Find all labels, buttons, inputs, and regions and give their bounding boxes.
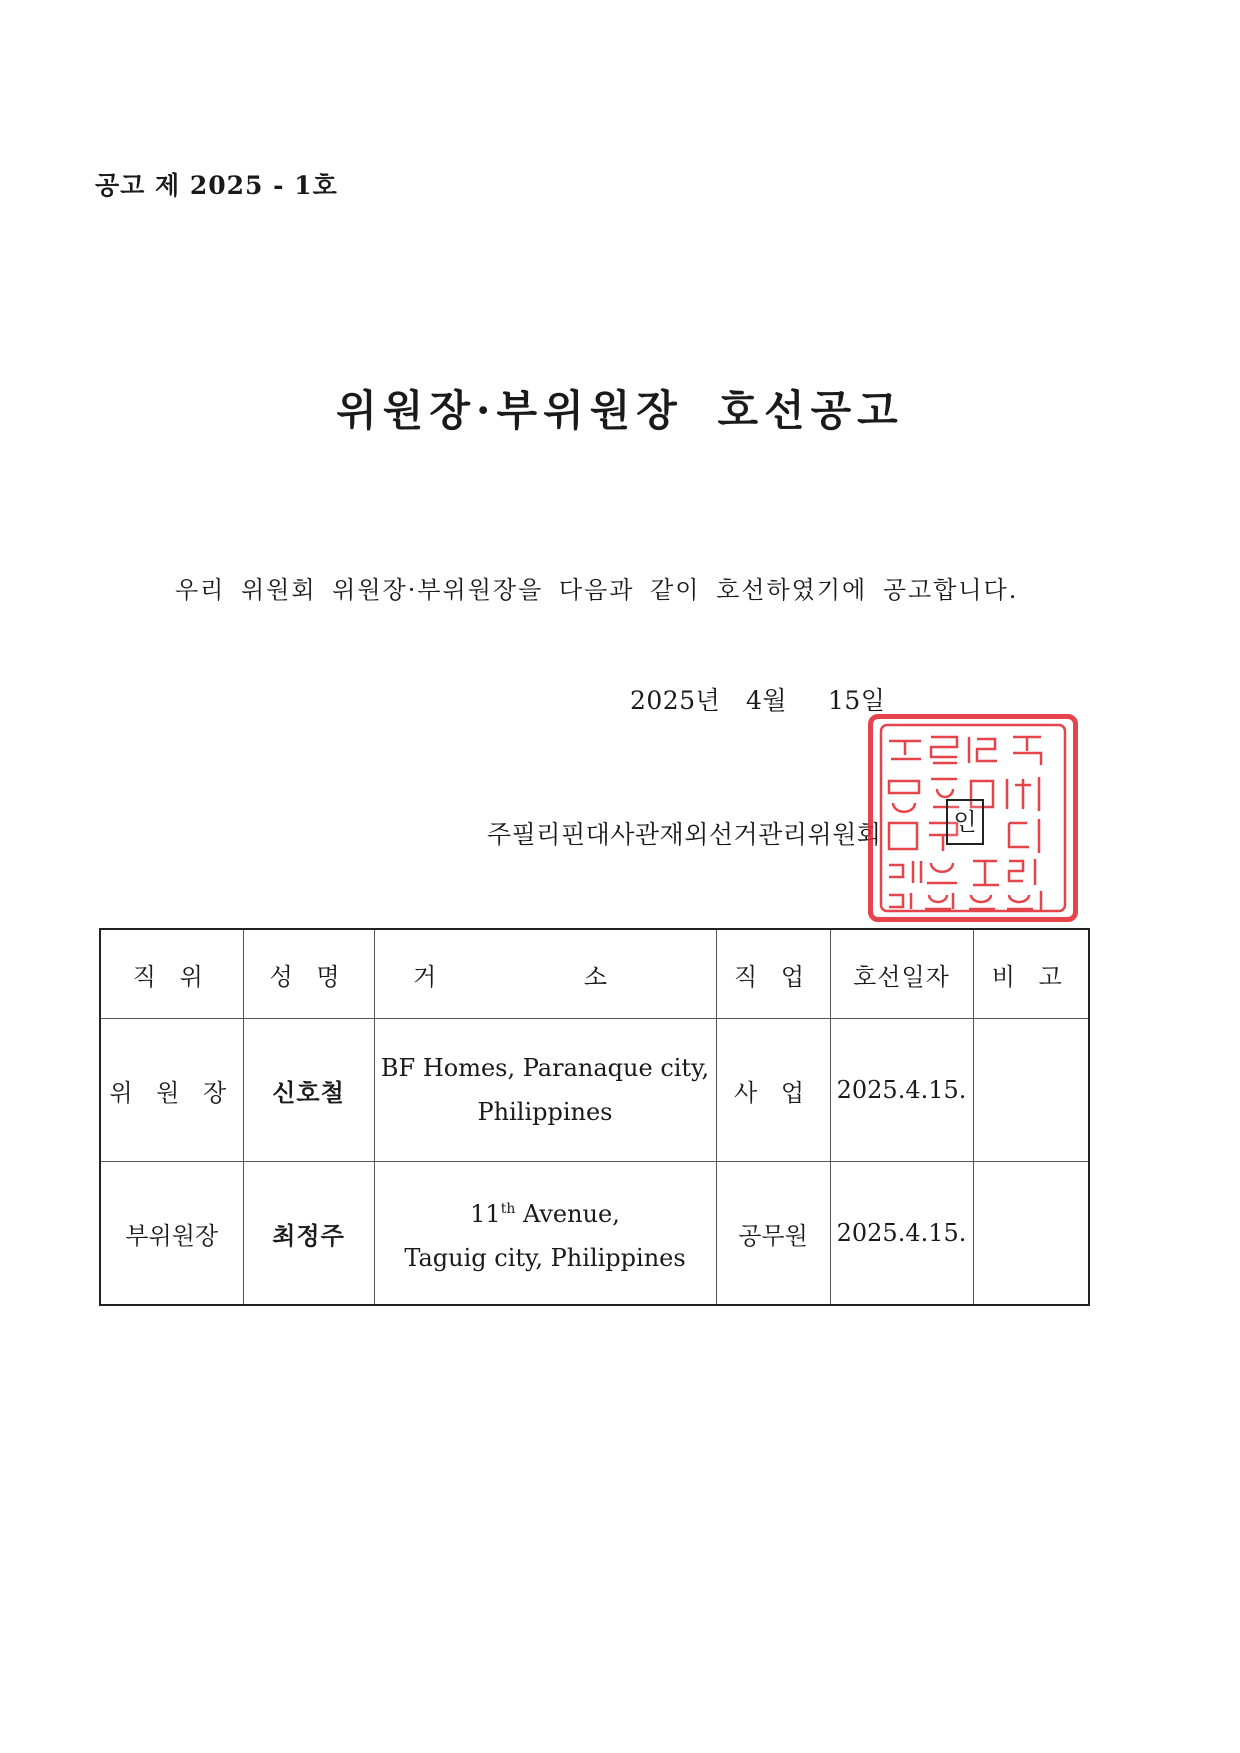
header-address: 거 소 (374, 929, 716, 1019)
row-note (973, 1019, 1089, 1162)
address-street: Avenue, (515, 1199, 620, 1228)
date-year: 2025년 (630, 686, 721, 715)
announcement-date (630, 681, 885, 717)
row-occupation: 공무원 (716, 1162, 830, 1306)
issuer-name: 주필리핀대사관재외선거관리위원회 (487, 820, 882, 849)
table-row (100, 1019, 1089, 1162)
address-ordinal-suffix: th (500, 1200, 516, 1217)
address-line1: BF Homes, Paranaque city, (380, 1054, 710, 1082)
header-election-date: 호선일자 (830, 929, 973, 1019)
row-address (374, 1019, 716, 1162)
row-note (973, 1162, 1089, 1306)
row-date: 2025.4.15. (830, 1019, 973, 1162)
table-row (100, 1162, 1089, 1306)
address-line1 (381, 1187, 710, 1236)
header-position: 직 위 (100, 929, 243, 1019)
date-day: 15일 (828, 686, 886, 715)
address-number: 11 (470, 1199, 501, 1228)
header-occupation: 직 업 (716, 929, 830, 1019)
announcement-text: 우리 위원회 위원장·부위원장을 다음과 같이 호선하였기에 공고합니다. (175, 576, 1019, 604)
document-title: 위원장·부위원장 호선공고 (336, 386, 904, 435)
header-name: 성 명 (243, 929, 374, 1019)
row-name: 최정주 (243, 1162, 374, 1306)
row-position: 부위원장 (100, 1162, 243, 1306)
row-occupation: 사 업 (716, 1019, 830, 1162)
seal-mark: 인 (946, 799, 984, 845)
table-header-row (100, 929, 1089, 1019)
row-name: 신호철 (243, 1019, 374, 1162)
row-address (374, 1162, 716, 1306)
row-date: 2025.4.15. (830, 1162, 973, 1306)
date-month: 4월 (746, 686, 788, 715)
address-line2: Philippines (477, 1098, 613, 1126)
member-table (99, 928, 1090, 1306)
header-note: 비 고 (973, 929, 1089, 1019)
notice-number: 공고 제 2025 - 1호 (95, 171, 338, 200)
address-line2: Taguig city, Philippines (404, 1243, 686, 1272)
row-position: 위 원 장 (100, 1019, 243, 1162)
